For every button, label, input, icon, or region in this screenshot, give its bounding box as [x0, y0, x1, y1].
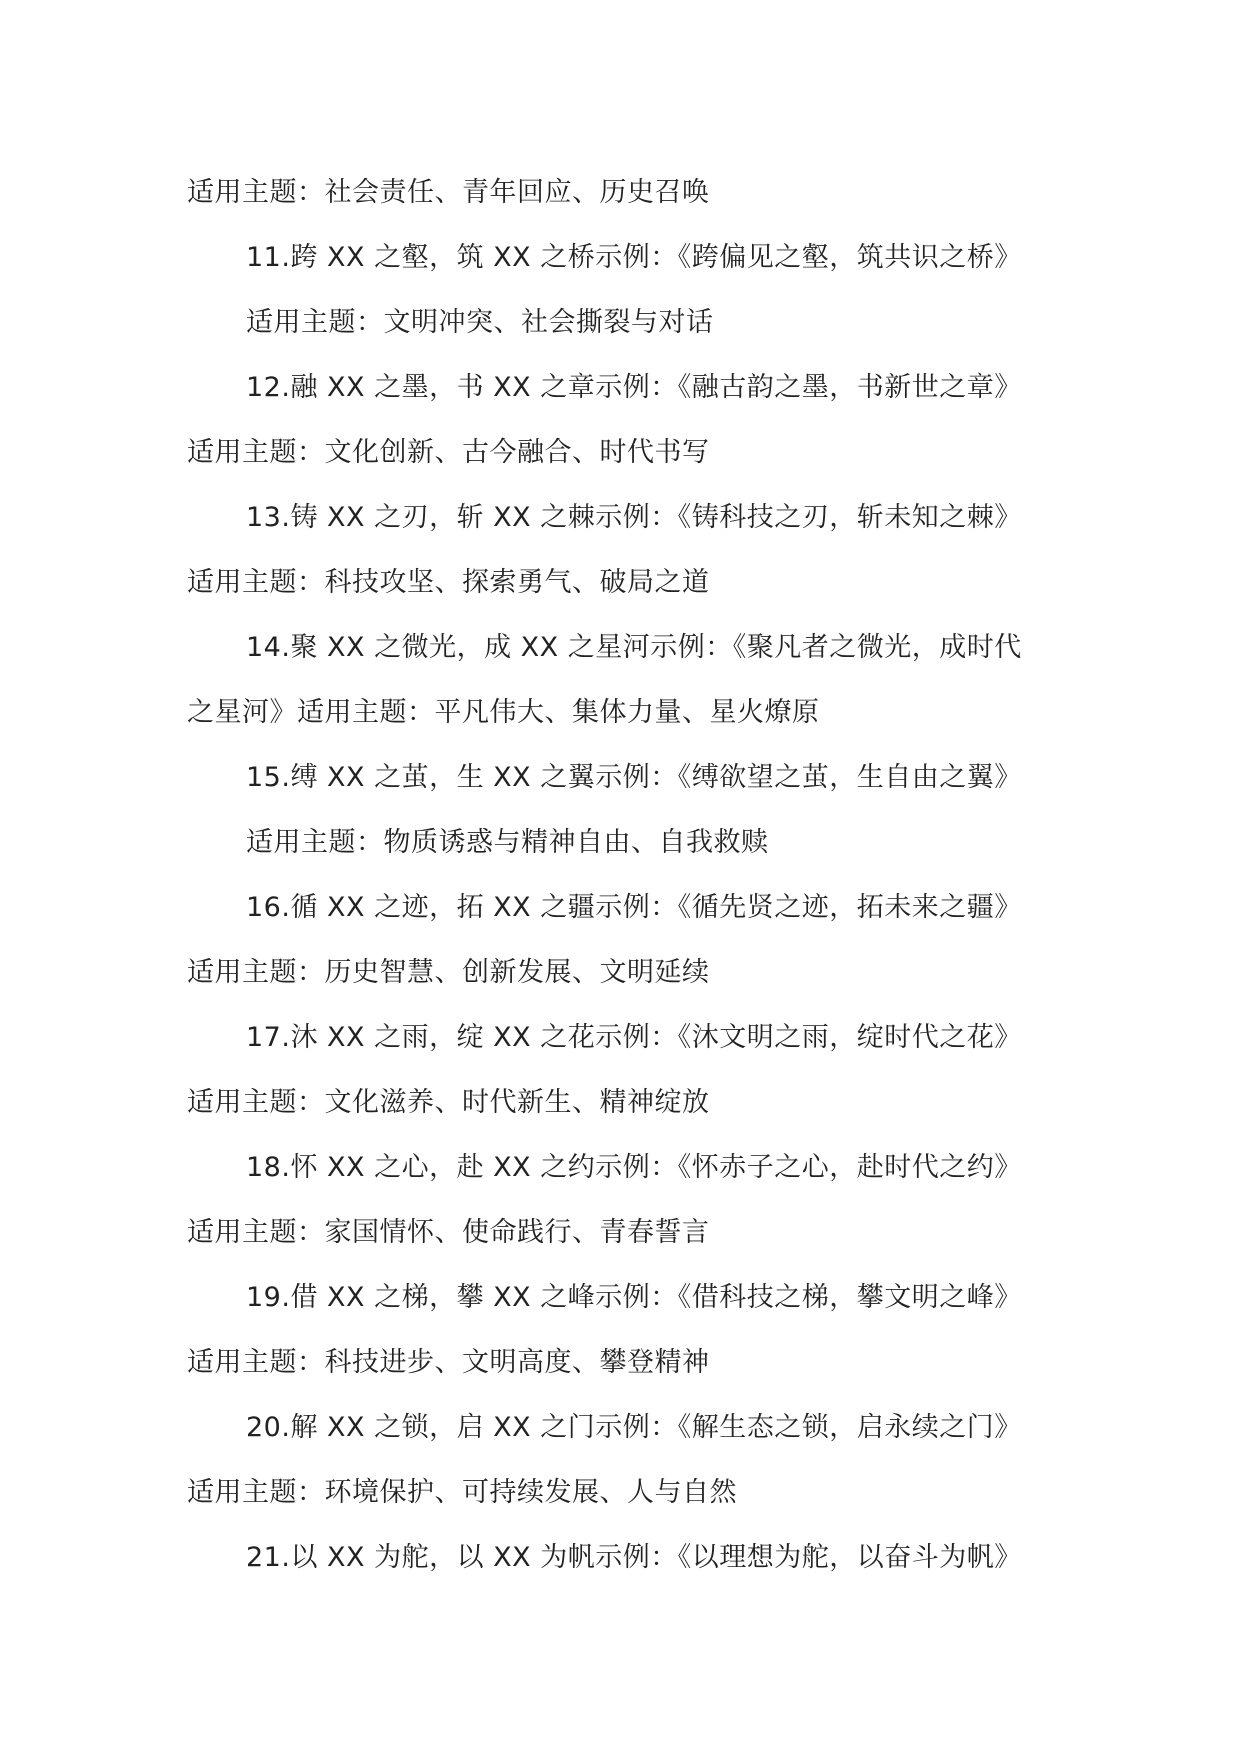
text-line: 适用主题：科技进步、文明高度、攀登精神	[187, 1347, 710, 1378]
text-line: 11.跨 XX 之壑，筑 XX 之桥示例：《跨偏见之壑，筑共识之桥》	[246, 242, 1022, 273]
text-line: 16.循 XX 之迹，拓 XX 之疆示例：《循先贤之迹，拓未来之疆》	[246, 892, 1022, 923]
text-line: 适用主题：历史智慧、创新发展、文明延续	[187, 957, 710, 988]
text-line: 适用主题：文化滋养、时代新生、精神绽放	[187, 1087, 710, 1118]
text-line: 适用主题：物质诱惑与精神自由、自我救赎	[246, 827, 769, 858]
text-line: 之星河》适用主题：平凡伟大、集体力量、星火燎原	[187, 697, 820, 728]
text-line: 19.借 XX 之梯，攀 XX 之峰示例：《借科技之梯，攀文明之峰》	[246, 1282, 1022, 1313]
text-line: 适用主题：文明冲突、社会撕裂与对话	[246, 307, 714, 338]
text-line: 17.沐 XX 之雨，绽 XX 之花示例：《沐文明之雨，绽时代之花》	[246, 1022, 1022, 1053]
text-line: 适用主题：家国情怀、使命践行、青春誓言	[187, 1217, 710, 1248]
text-line: 适用主题：文化创新、古今融合、时代书写	[187, 437, 710, 468]
text-line: 12.融 XX 之墨，书 XX 之章示例：《融古韵之墨，书新世之章》	[246, 372, 1022, 403]
text-line: 适用主题：环境保护、可持续发展、人与自然	[187, 1477, 737, 1508]
text-line: 适用主题：科技攻坚、探索勇气、破局之道	[187, 567, 710, 598]
text-line: 20.解 XX 之锁，启 XX 之门示例：《解生态之锁，启永续之门》	[246, 1412, 1022, 1443]
text-line: 14.聚 XX 之微光，成 XX 之星河示例：《聚凡者之微光，成时代	[246, 632, 1022, 663]
text-line: 13.铸 XX 之刃，斩 XX 之棘示例：《铸科技之刃，斩未知之棘》	[246, 502, 1022, 533]
text-line: 18.怀 XX 之心，赴 XX 之约示例：《怀赤子之心，赴时代之约》	[246, 1152, 1022, 1183]
text-line: 21.以 XX 为舵，以 XX 为帆示例：《以理想为舵，以奋斗为帆》	[246, 1542, 1022, 1573]
document-body	[187, 160, 1057, 1590]
text-line: 15.缚 XX 之茧，生 XX 之翼示例：《缚欲望之茧，生自由之翼》	[246, 762, 1022, 793]
text-line: 适用主题：社会责任、青年回应、历史召唤	[187, 177, 710, 208]
